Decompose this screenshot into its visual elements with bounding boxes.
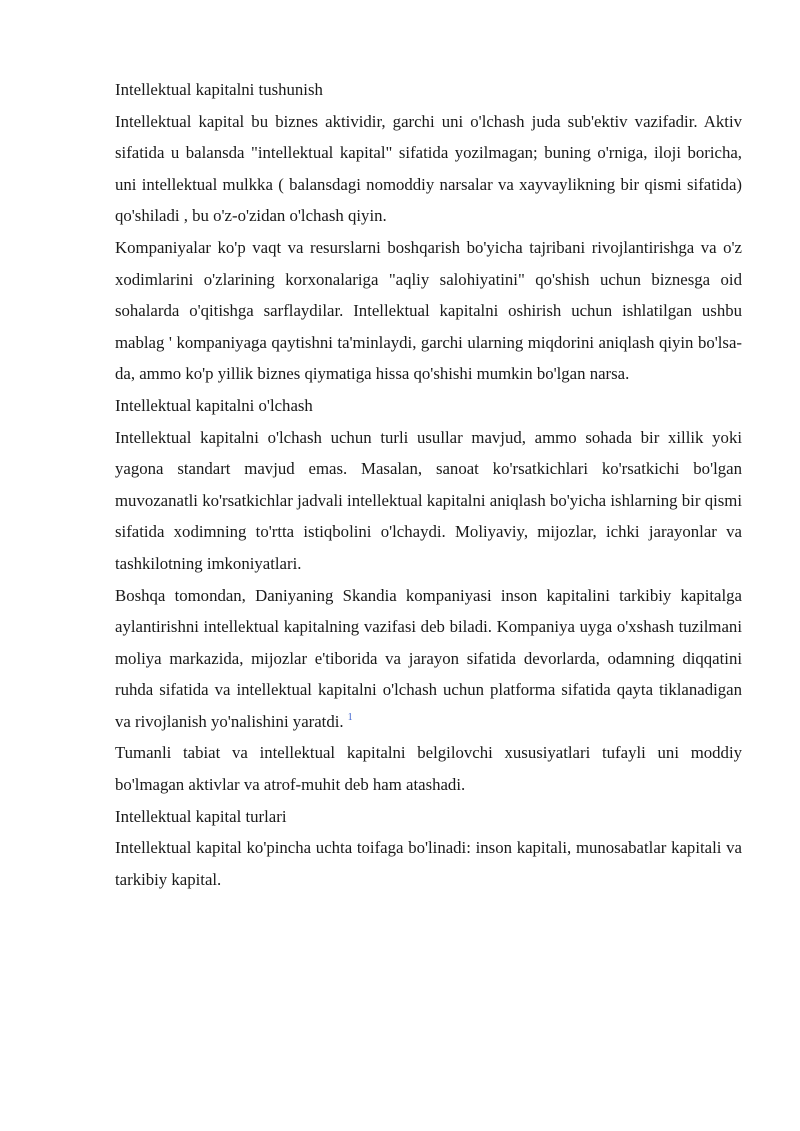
paragraph-text: Boshqa tomondan, Daniyaning Skandia kompaniyasi inson kapitalini tarkibiy kapitalga aylantirishni intellektual kapitalning vazifasi deb biladi. Kompaniya uyga o'xshash tuzilmani moliya markazida, mijozlar e'tiborida va jarayon sifatida devorlarda, odamning diqqatini ruhda sifatida va intellektual kapitalni o'lchash uchun platforma sifatida qayta tiklanadigan va rivojlanish yo'nalishini yaratdi. [115, 585, 742, 731]
section-heading: Intellektual kapitalni tushunish [115, 80, 323, 99]
paragraph: Intellektual kapitalni o'lchash uchun turli usullar mavjud, ammo sohada bir xillik yoki yagona standart mavjud emas. Masalan, sanoat ko'rsatkichlari ko'rsatkichi bo'lgan muvozanatli ko'rsatkichlar jadvali intellektual kapitalni aniqlash bo'yicha ishlarning bir qismi sifatida xodimning to'rtta istiqbolini o'lchaydi. Moliyaviy, mijozlar, ichki jarayonlar va tashkilotning imkoniyatlari. [115, 427, 742, 573]
paragraph: Intellektual kapital bu biznes aktividir, garchi uni o'lchash juda sub'ektiv vazifadir. Aktiv sifatida u balansda "intellektual kapital" sifatida yozilmagan; buning o'rniga, iloji boricha, uni intellektual mulkka ( balansdagi nomoddiy narsalar va xayvaylikning bir qismi sifatida) qo'shiladi , bu o'z-o'zidan o'lchash qiyin. [115, 111, 742, 226]
document-page [115, 74, 742, 895]
section-heading: Intellektual kapital turlari [115, 806, 287, 826]
footnote-marker[interactable]: 1 [347, 712, 353, 724]
section-heading: Intellektual kapitalni o'lchash [115, 395, 313, 415]
paragraph-with-footnote [115, 580, 742, 738]
paragraph: Kompaniyalar ko'p vaqt va resurslarni boshqarish bo'yicha tajribani rivojlantirishga va o'z xodimlarini o'zlarining korxonalariga "aqliy salohiyatini" qo'shish uchun biznesga oid sohalarda o'qitishga sarflaydilar. Intellektual kapitalni oshirish uchun ishlatilgan ushbu mablag ' kompaniyaga qaytishni ta'minlaydi, garchi ularning miqdorini aniqlash qiyin bo'lsa-da, ammo ko'p yillik biznes qiymatiga hissa qo'shishi mumkin bo'lgan narsa. [115, 237, 742, 384]
paragraph: Tumanli tabiat va intellektual kapitalni belgilovchi xususiyatlari tufayli uni moddiy bo'lmagan aktivlar va atrof-muhit deb ham atashadi. [115, 743, 742, 795]
paragraph: Intellektual kapital ko'pincha uchta toifaga bo'linadi: inson kapitali, munosabatlar kapitali va tarkibiy kapital. [115, 838, 742, 889]
